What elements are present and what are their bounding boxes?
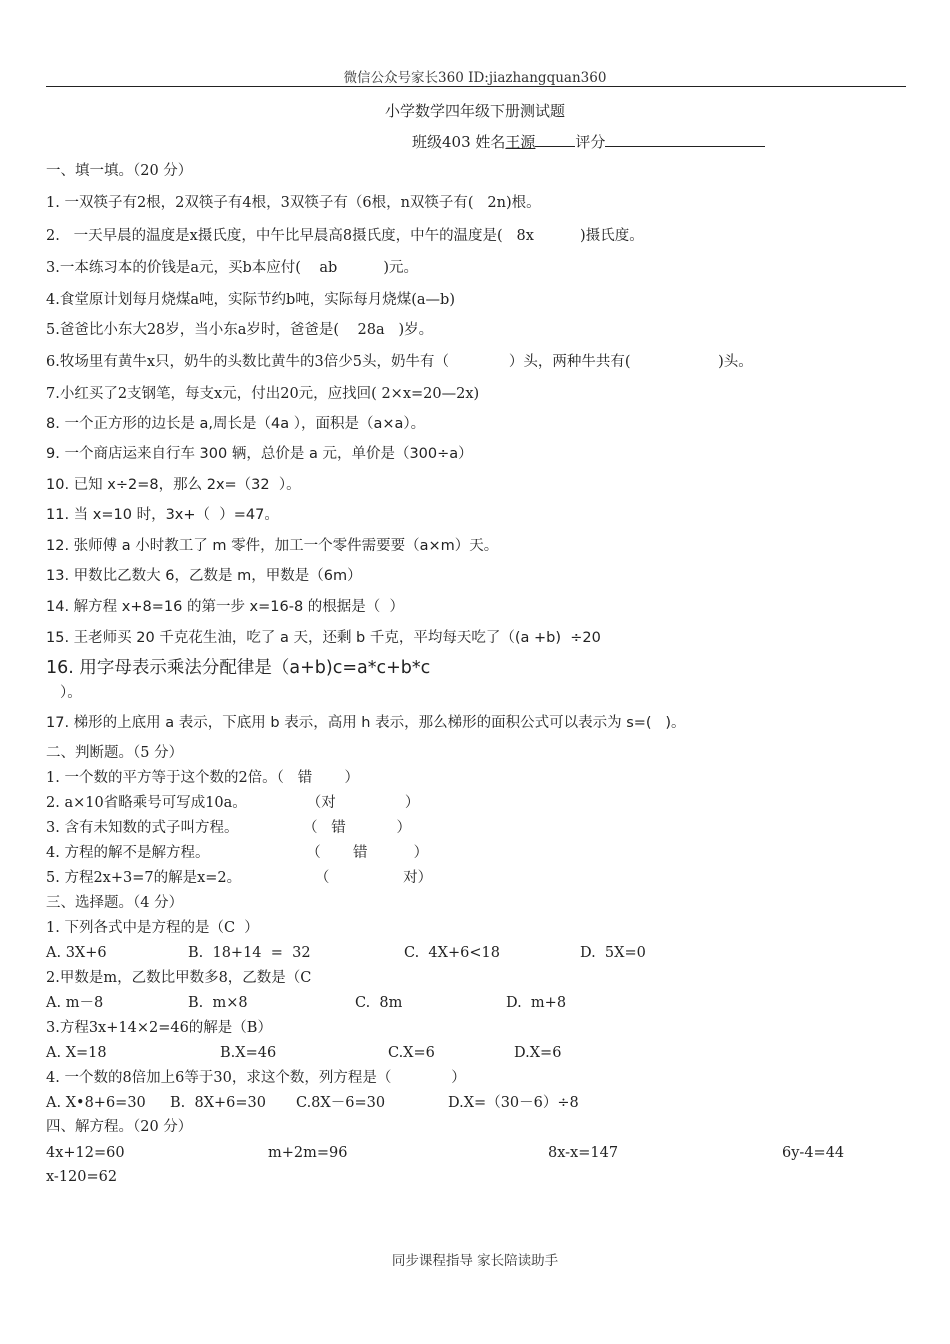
choice-q4-option-d: D.X=（30－6）÷8: [448, 1095, 579, 1111]
fill-q15: 15. 王老师买 20 千克花生油，吃了 a 天，还剩 b 千克，平均每天吃了（(a +b) ÷20: [46, 630, 601, 646]
fill-q8: 8. 一个正方形的边长是 a,周长是（4a ），面积是（a×a）。: [46, 416, 426, 432]
section-solve-heading: 四、解方程。（20 分）: [46, 1119, 193, 1135]
choice-q2: 2.甲数是m，乙数比甲数多8，乙数是（C: [46, 970, 312, 986]
fill-q7: 7.小红买了2支钢笔，每支x元，付出20元，应找回( 2×x=20—2x): [46, 386, 480, 402]
page-footer: 同步课程指导 家长陪读助手: [391, 1253, 559, 1269]
judge-item-2: 2. a×10省略乘号可写成10a。 （对 ）: [46, 795, 420, 811]
equation-2: m+2m=96: [268, 1145, 348, 1161]
choice-q4: 4. 一个数的8倍加上6等于30，求这个数，列方程是（ ）: [46, 1070, 466, 1086]
equation-1: 4x+12=60: [46, 1145, 125, 1161]
score-blank: [605, 132, 765, 147]
choice-q3-option-d: D.X=6: [514, 1045, 562, 1061]
section-fill-heading: 一、填一填。（20 分）: [46, 163, 193, 179]
choice-q3-option-b: B.X=46: [220, 1045, 277, 1061]
fill-q4: 4.食堂原计划每月烧煤a吨，实际节约b吨，实际每月烧煤(a—b): [46, 292, 455, 308]
choice-q4-option-a: A. X•8+6=30: [46, 1095, 146, 1111]
fill-q17: 17. 梯形的上底用 a 表示，下底用 b 表示，高用 h 表示，那么梯形的面积公式可以表示为 s=( )。: [46, 715, 686, 731]
judge-item-5: 5. 方程2x+3=7的解是x=2。 （ 对）: [46, 870, 433, 886]
fill-q1: 1. 一双筷子有2根，2双筷子有4根，3双筷子有（6根，n双筷子有( 2n)根。: [46, 195, 541, 211]
score-label: 评分: [575, 133, 606, 151]
choice-q3: 3.方程3x+14×2=46的解是（B）: [46, 1020, 272, 1036]
choice-q4-option-c: C.8X－6=30: [296, 1095, 386, 1111]
judge-item-4: 4. 方程的解不是解方程。 （ 错 ）: [46, 845, 429, 861]
class-label: 班级403 姓名: [412, 133, 506, 151]
name-blank: [535, 132, 575, 147]
equation-3: 8x-x=147: [548, 1145, 619, 1161]
choice-q1-option-b: B. 18+14 = 32: [188, 945, 311, 961]
header-rule: [46, 86, 906, 87]
fill-q12: 12. 张师傅 a 小时教工了 m 零件，加工一个零件需要要（a×m）天。: [46, 538, 499, 554]
judge-item-3: 3. 含有未知数的式子叫方程。 （ 错 ）: [46, 820, 411, 836]
fill-q16: 16. 用字母表示乘法分配律是（a+b)c=a*c+b*c: [46, 658, 431, 678]
equation-4: 6y-4=44: [782, 1145, 845, 1161]
choice-q2-option-d: D. m+8: [506, 995, 567, 1011]
fill-q13: 13. 甲数比乙数大 6，乙数是 m，甲数是（6m）: [46, 568, 362, 584]
page-header: 微信公众号家长360 ID:jiazhangquan360: [343, 70, 607, 86]
equation-5: x-120=62: [46, 1169, 118, 1185]
page-title: 小学数学四年级下册测试题: [384, 102, 565, 120]
class-info-line: [412, 131, 765, 152]
fill-q14: 14. 解方程 x+8=16 的第一步 x=16-8 的根据是（ ）: [46, 599, 405, 615]
fill-q10: 10. 已知 x÷2=8，那么 2x=（32 ）。: [46, 477, 301, 493]
student-name: 王源: [505, 133, 536, 151]
fill-q3: 3.一本练习本的价钱是a元，买b本应付( ab )元。: [46, 260, 419, 276]
choice-q2-option-c: C. 8m: [355, 995, 403, 1011]
choice-q1-option-d: D. 5X=0: [580, 945, 646, 961]
judge-item-1: 1. 一个数的平方等于这个数的2倍。（ 错 ）: [46, 770, 360, 786]
section-judge-heading: 二、判断题。（5 分）: [46, 745, 184, 761]
fill-q6: 6.牧场里有黄牛x只，奶牛的头数比黄牛的3倍少5头，奶牛有（ ）头，两种牛共有( )头。: [46, 354, 753, 370]
choice-q2-option-b: B. m×8: [188, 995, 248, 1011]
fill-q2: 2. 一天早晨的温度是x摄氏度，中午比早晨高8摄氏度，中午的温度是( 8x )摄氏度。: [46, 228, 644, 244]
choice-q1-option-c: C. 4X+6<18: [404, 945, 500, 961]
choice-q3-option-c: C.X=6: [388, 1045, 435, 1061]
choice-q1: 1. 下列各式中是方程的是（C ）: [46, 920, 259, 936]
section-choice-heading: 三、选择题。（4 分）: [46, 895, 184, 911]
choice-q2-option-a: A. m－8: [46, 995, 104, 1011]
choice-q4-option-b: B. 8X+6=30: [170, 1095, 267, 1111]
fill-q5: 5.爸爸比小东大28岁，当小东a岁时，爸爸是( 28a )岁。: [46, 322, 434, 338]
choice-q3-option-a: A. X=18: [46, 1045, 107, 1061]
fill-q9: 9. 一个商店运来自行车 300 辆，总价是 a 元，单价是（300÷a）: [46, 446, 473, 462]
choice-q1-option-a: A. 3X+6: [46, 945, 107, 961]
fill-q11: 11. 当 x=10 时，3x+（ ）=47。: [46, 507, 279, 523]
fill-q16-close: ）。: [60, 685, 82, 701]
